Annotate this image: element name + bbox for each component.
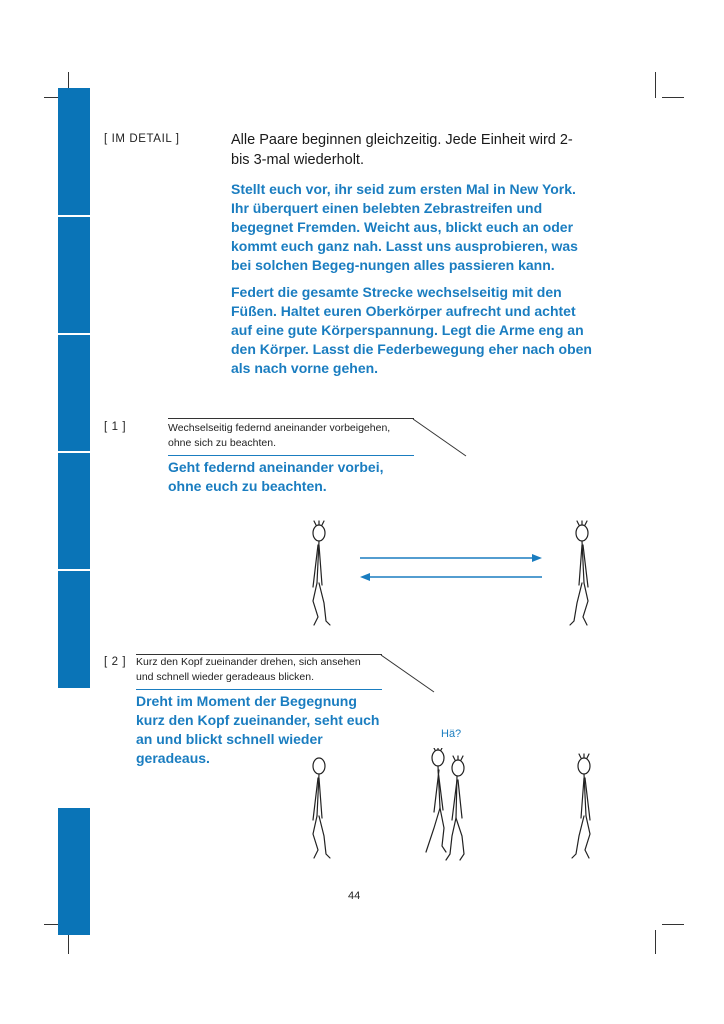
- divider-line: [168, 418, 414, 419]
- side-tab: [58, 571, 90, 688]
- stick-figure-left: [313, 758, 330, 858]
- exercise-number: [ 2 ]: [104, 656, 127, 668]
- callout-line: [378, 652, 438, 696]
- stick-figure-center-right: [446, 756, 464, 860]
- section-label: [ IM DETAIL ]: [104, 133, 180, 145]
- callout-line: [410, 416, 470, 460]
- stick-figure-center-left: [426, 748, 446, 852]
- stick-figure-right: [570, 521, 588, 625]
- side-tab: [58, 453, 90, 569]
- crop-mark: [662, 97, 684, 98]
- intro-lead: Alle Paare beginnen gleichzeitig. Jede Einheit wird 2- bis 3-mal wiederholt.: [231, 132, 573, 168]
- speech-text: Hä?: [441, 728, 462, 740]
- exercise-note: Kurz den Kopf zueinander drehen, sich ansehen und schnell wieder geradeaus blicken.: [136, 656, 361, 683]
- stick-figure-left: [313, 521, 330, 625]
- stick-figure-right: [572, 754, 590, 858]
- side-tab: [58, 88, 90, 215]
- intro-paragraph-2: Federt die gesamte Strecke wechselseitig mit den Füßen. Haltet euren Oberkörper aufrecht und achtet auf eine gute Körperspannung. Legt die Arme eng an den Körper. Lasst die Federbewegung eher nach oben als nach vorne gehen.: [231, 284, 592, 376]
- page-number: 44: [348, 890, 361, 902]
- crop-mark: [655, 72, 656, 98]
- head-turn-illustration: [300, 748, 600, 868]
- exercise-number: [ 1 ]: [104, 421, 127, 433]
- side-tab: [58, 335, 90, 451]
- exercise-instruction: Geht federnd aneinander vorbei, ohne euch zu beachten.: [168, 459, 384, 494]
- crop-mark: [662, 924, 684, 925]
- divider-line: [136, 689, 382, 690]
- crop-mark: [655, 930, 656, 954]
- exercise-note: Wechselseitig federnd aneinander vorbeigehen, ohne sich zu beachten.: [168, 422, 391, 449]
- divider-line: [168, 455, 414, 456]
- intro-paragraph-1: Stellt euch vor, ihr seid zum ersten Mal in New York. Ihr überquert einen belebten Zebrastreifen und begegnet Fremden. Weicht aus, blickt euch an oder kommt euch ganz nah. Lasst uns ausprobieren, was bei solchen Begeg-nungen alles passieren kann.: [231, 181, 578, 273]
- side-tab: [58, 808, 90, 935]
- exercise-instruction: Dreht im Moment der Begegnung kurz den Kopf zueinander, seht euch an und blickt schnell wieder geradeaus.: [136, 693, 380, 766]
- walking-illustration: [300, 515, 600, 635]
- side-tab: [58, 217, 90, 333]
